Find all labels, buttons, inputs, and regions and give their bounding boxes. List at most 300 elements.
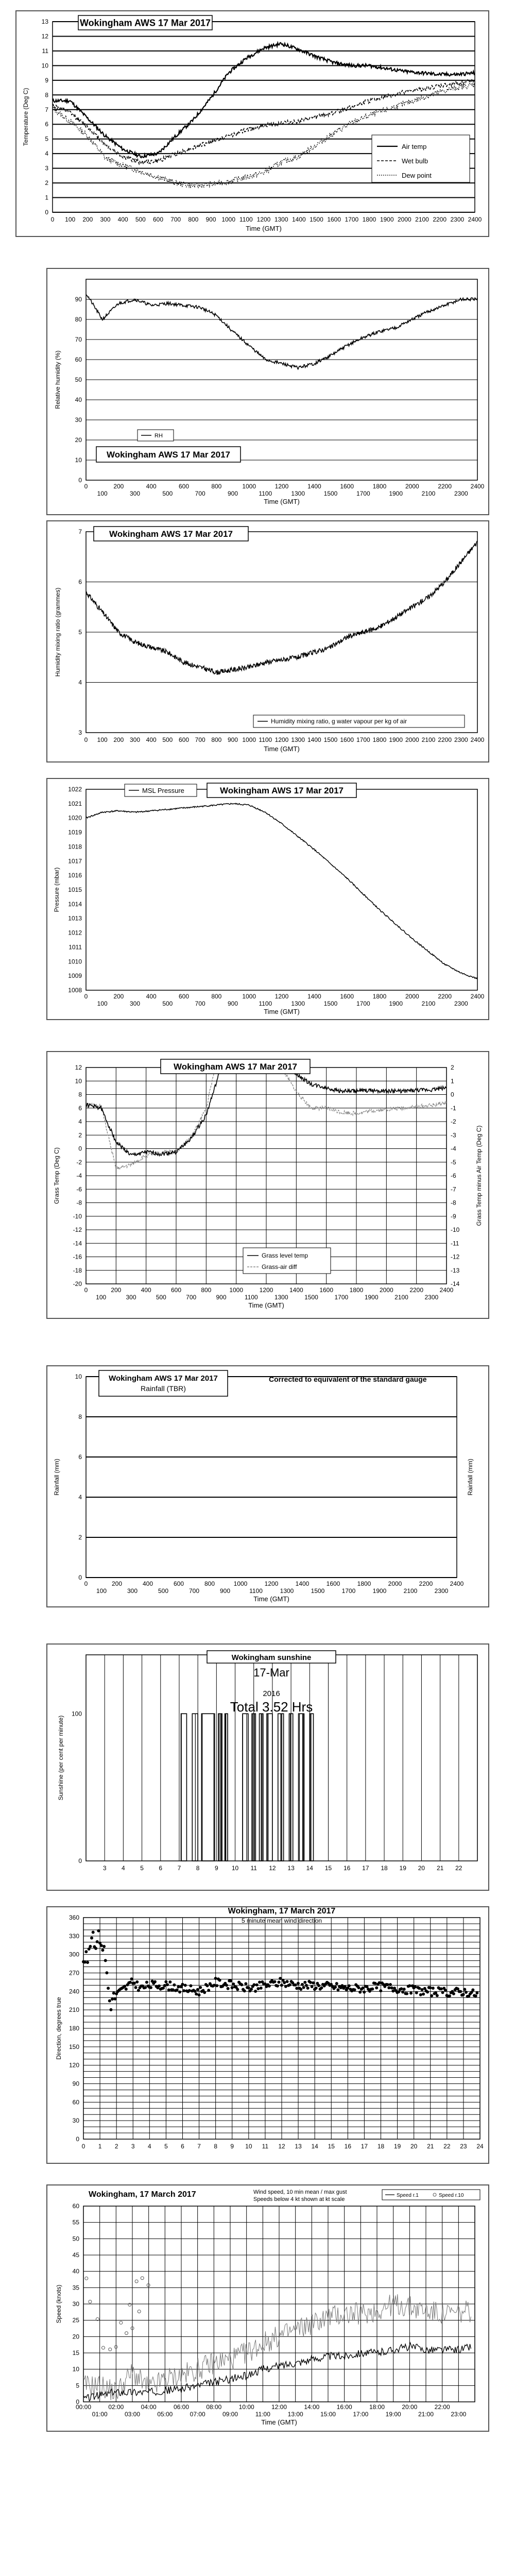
direction-point: [279, 1977, 282, 1980]
x-tick-label-minor: 1100: [259, 1000, 272, 1007]
x-tick-label: 2000: [397, 216, 411, 223]
direction-point: [335, 1982, 338, 1985]
x-tick-label: 600: [173, 1580, 184, 1587]
direction-point: [409, 1992, 413, 1995]
x-tick-label-minor: 700: [186, 1294, 197, 1301]
direction-point: [320, 1986, 323, 1989]
x-tick-label: 19: [393, 2143, 401, 2150]
direction-point: [111, 1997, 114, 2001]
x-tick-label-minor: 500: [158, 1587, 169, 1595]
x-tick-label-minor: 1700: [356, 1000, 370, 1007]
x-tick-label: 800: [211, 736, 222, 743]
x-tick-label: 1800: [372, 993, 387, 1000]
x-tick-label-minor: 1900: [364, 1294, 379, 1301]
direction-point: [400, 1987, 403, 1990]
direction-point: [387, 1986, 390, 1989]
x-tick-label: 700: [170, 216, 181, 223]
y-tick-label: 1: [45, 194, 48, 201]
x-tick-label: 1600: [327, 216, 341, 223]
direction-point: [90, 1937, 93, 1940]
x-tick-label-minor: 2300: [454, 1000, 468, 1007]
x-tick-label: 21: [436, 1865, 444, 1872]
x-tick-label-minor: 900: [216, 1294, 227, 1301]
x-tick-label: 2000: [405, 736, 419, 743]
x-tick-label-minor: 700: [188, 1587, 200, 1595]
x-tick-label: 14: [306, 1865, 313, 1872]
x-tick-label-minor: 900: [219, 1587, 231, 1595]
y-tick-label: 70: [75, 336, 82, 343]
x-tick-label: 13: [295, 2143, 302, 2150]
x-tick-label: 0: [84, 1286, 88, 1294]
direction-point: [167, 1988, 170, 1991]
chart-title: Wokingham sunshine: [231, 1653, 312, 1662]
x-tick-label: 8: [196, 1865, 200, 1872]
x-tick-label: 1000: [242, 993, 256, 1000]
y-axis-label: Pressure (mbar): [53, 867, 60, 912]
direction-point: [258, 1980, 261, 1984]
x-tick-label: 02:00: [108, 2403, 124, 2411]
x-tick-label: 1000: [242, 736, 256, 743]
direction-point: [448, 1994, 451, 1997]
x-axis-label: Time (GMT): [264, 745, 300, 753]
gust-marker: [119, 2321, 123, 2324]
direction-point: [133, 1981, 136, 1985]
x-tick-label: 100: [65, 216, 76, 223]
sunshine-segment: [201, 1714, 214, 1861]
direction-point: [254, 1990, 257, 1993]
x-tick-label: 1700: [345, 216, 359, 223]
series-line-pressure: [86, 803, 477, 979]
y-tick-label: 45: [72, 2251, 79, 2259]
direction-point: [422, 1993, 425, 1996]
x-tick-label: 1800: [372, 483, 387, 490]
direction-point: [284, 1985, 287, 1988]
x-tick-label: 20: [418, 1865, 425, 1872]
direction-point: [94, 1947, 97, 1950]
x-tick-label: 1700: [356, 736, 370, 743]
direction-point: [86, 1961, 89, 1964]
y-tick-label: 1019: [68, 828, 82, 836]
x-tick-label: 2400: [470, 483, 485, 490]
x-tick-label: 1200: [274, 483, 289, 490]
x-tick-label-minor: 1700: [356, 490, 370, 497]
y-tick-label: 1017: [68, 857, 82, 865]
direction-point: [456, 1987, 459, 1990]
x-tick-label-minor: 2300: [454, 490, 468, 497]
x-tick-label: 4: [147, 2143, 151, 2150]
x-tick-label-minor: 2300: [434, 1587, 449, 1595]
x-tick-label-minor: 1300: [280, 1587, 294, 1595]
y-tick-label: -6: [76, 1185, 82, 1193]
gust-marker: [89, 2300, 92, 2303]
x-tick-label: 600: [170, 1286, 182, 1294]
x-tick-label: 800: [211, 483, 222, 490]
wind-speed-chart: [47, 2185, 490, 2433]
direction-point: [97, 1929, 100, 1933]
gust-marker: [109, 2348, 112, 2351]
x-tick-label: 1600: [319, 1286, 334, 1294]
direction-point: [430, 1994, 433, 1997]
x-tick-label: 20: [410, 2143, 418, 2150]
y-tick-label: 0: [78, 1857, 82, 1865]
direction-point: [475, 1991, 478, 1994]
x-tick-label: 2400: [470, 993, 485, 1000]
direction-point: [243, 1989, 246, 1992]
x-tick-label: 6: [181, 2143, 184, 2150]
y-tick-label: 120: [68, 2061, 79, 2069]
x-tick-label: 1000: [233, 1580, 248, 1587]
direction-point: [240, 1983, 243, 1986]
x-tick-label: 9: [230, 2143, 234, 2150]
direction-point: [101, 1948, 104, 1952]
x-tick-label: 10: [231, 1865, 239, 1872]
x-tick-label-minor: 03:00: [124, 2411, 141, 2418]
x-tick-label: 7: [177, 1865, 181, 1872]
x-tick-label: 2200: [438, 736, 452, 743]
x-tick-label: 12: [278, 2143, 285, 2150]
direction-point: [297, 1982, 300, 1985]
direction-point: [182, 1989, 185, 1992]
y-tick-label: 1014: [68, 900, 82, 908]
y2-tick-label: -7: [451, 1185, 456, 1193]
y-tick-label: 20: [72, 2333, 79, 2341]
gust-marker: [138, 2310, 141, 2313]
x-tick-label: 1100: [259, 736, 272, 743]
x-tick-label: 200: [82, 216, 93, 223]
sunshine-segment: [181, 1714, 187, 1861]
y-tick-label: 2: [78, 1534, 82, 1541]
x-tick-label-minor: 100: [97, 1000, 108, 1007]
x-tick-label-minor: 05:00: [157, 2411, 173, 2418]
series-line-mean: [83, 2343, 471, 2401]
direction-point: [389, 1983, 392, 1986]
y-tick-label: 6: [78, 1104, 82, 1112]
x-tick-label: 1800: [349, 1286, 364, 1294]
y-tick-label: -8: [76, 1199, 82, 1207]
y-tick-label: 3: [45, 164, 48, 172]
x-tick-label: 800: [211, 993, 222, 1000]
y-tick-label: 4: [78, 1118, 82, 1125]
x-tick-label: 400: [146, 993, 157, 1000]
x-tick-label: 13: [287, 1865, 295, 1872]
direction-point: [295, 1987, 298, 1990]
direction-point: [227, 1987, 230, 1990]
y2-tick-label: -13: [451, 1266, 460, 1274]
x-tick-label: 0: [84, 1580, 88, 1587]
y2-tick-label: -1: [451, 1104, 456, 1112]
y2-axis-label: Rainfall (mm): [467, 1459, 474, 1496]
pressure-chart: [47, 779, 490, 1021]
direction-point: [83, 1961, 87, 1964]
y-tick-label: 1009: [68, 972, 82, 980]
x-tick-label: 1200: [264, 1580, 279, 1587]
y-tick-label: 1018: [68, 843, 82, 851]
x-tick-label-minor: 1300: [291, 490, 305, 497]
x-tick-label: 21: [427, 2143, 434, 2150]
direction-point: [105, 1971, 108, 1974]
pressure-chart-panel: [46, 778, 489, 1020]
direction-point: [444, 1989, 447, 1992]
x-axis-label: Time (GMT): [253, 1595, 289, 1603]
chart-total: Total 3.52 Hrs: [230, 1699, 313, 1715]
sunshine-chart-panel: [46, 1643, 489, 1891]
direction-point: [440, 1987, 443, 1990]
x-tick-label: 1000: [242, 483, 256, 490]
x-tick-label: 400: [141, 1286, 151, 1294]
y-tick-label: 90: [72, 2080, 79, 2088]
direction-point: [89, 1945, 92, 1948]
direction-point: [268, 1985, 271, 1988]
direction-point: [176, 1989, 179, 1992]
x-tick-label: 23: [460, 2143, 467, 2150]
direction-point: [229, 1979, 232, 1982]
y2-tick-label: 2: [451, 1064, 454, 1071]
x-tick-label: 00:00: [75, 2403, 92, 2411]
y-tick-label: 50: [72, 2235, 79, 2243]
gust-marker: [141, 2277, 144, 2280]
x-tick-label-minor: 23:00: [451, 2411, 467, 2418]
x-tick-label: 22: [455, 1865, 462, 1872]
direction-point: [294, 1984, 297, 1987]
direction-point: [378, 1981, 381, 1985]
y-tick-label: 0: [78, 1145, 82, 1153]
y-tick-label: 10: [72, 2365, 79, 2373]
x-tick-label-minor: 300: [127, 1587, 138, 1595]
x-tick-label-minor: 1300: [291, 1000, 305, 1007]
x-tick-label: 1200: [274, 993, 289, 1000]
x-tick-label: 2200: [419, 1580, 433, 1587]
direction-point: [436, 1994, 439, 1997]
direction-point: [371, 1988, 374, 1991]
x-tick-label: 15: [324, 1865, 332, 1872]
y-tick-label: 1021: [68, 800, 82, 807]
x-tick-label: 1400: [307, 993, 321, 1000]
plot-area: [53, 22, 475, 212]
direction-point: [236, 1988, 239, 1991]
x-tick-label: 22: [443, 2143, 451, 2150]
direction-point: [463, 1988, 466, 1991]
x-tick-label-minor: 700: [195, 1000, 205, 1007]
x-tick-label: 0: [81, 2143, 85, 2150]
x-tick-label: 1300: [274, 216, 288, 223]
y-tick-label: 30: [72, 2300, 79, 2308]
y-tick-label: 10: [75, 1373, 82, 1380]
y2-tick-label: -6: [451, 1172, 456, 1179]
y2-tick-label: -5: [451, 1158, 456, 1166]
y-tick-label: 150: [68, 2043, 79, 2050]
direction-point: [109, 2008, 112, 2011]
direction-point: [134, 1986, 138, 1989]
direction-point: [465, 1991, 468, 1994]
x-tick-label: 0: [50, 216, 55, 223]
chart-title: Wokingham, 17 March 2017: [228, 1907, 336, 1916]
direction-point: [92, 1930, 95, 1934]
x-tick-label-minor: 700: [195, 490, 205, 497]
direction-point: [214, 1977, 217, 1980]
direction-point: [158, 1985, 161, 1988]
chart-subtitle: Rainfall (TBR): [141, 1384, 186, 1393]
x-tick-label-minor: 500: [162, 490, 173, 497]
y-tick-label: 30: [75, 416, 82, 423]
x-tick-label: 1800: [362, 216, 376, 223]
direction-point: [149, 1986, 152, 1989]
y-tick-label: 6: [78, 578, 82, 586]
x-tick-label: 2000: [388, 1580, 402, 1587]
y-tick-label: 7: [78, 528, 82, 535]
x-tick-label: 300: [100, 216, 111, 223]
y-tick-label: 1011: [68, 943, 82, 951]
direction-point: [363, 1991, 366, 1994]
direction-point: [177, 1986, 180, 1989]
grass-temp-chart-panel: [46, 1051, 489, 1319]
direction-point: [299, 1988, 302, 1991]
direction-point: [189, 1984, 192, 1987]
y2-tick-label: -10: [451, 1226, 460, 1233]
x-tick-label: 600: [152, 216, 164, 223]
direction-point: [344, 1985, 347, 1988]
y-tick-label: -4: [76, 1172, 82, 1179]
legend-label: Grass-air diff: [262, 1263, 297, 1270]
x-tick-label-minor: 17:00: [353, 2411, 369, 2418]
x-tick-label: 3: [102, 1865, 107, 1872]
y-tick-label: 300: [68, 1951, 79, 1958]
x-tick-label: 700: [195, 736, 205, 743]
y-tick-label: 5: [78, 629, 82, 636]
y-tick-label: 1010: [68, 958, 82, 965]
temperature-chart-panel: [15, 10, 489, 237]
y-tick-label: -12: [73, 1226, 82, 1233]
direction-point: [305, 1984, 308, 1987]
x-tick-label: 1600: [340, 736, 354, 743]
x-tick-label: 100: [97, 736, 108, 743]
y-axis-label: Sunshine (per cent per minute): [57, 1715, 64, 1801]
x-tick-label-minor: 01:00: [92, 2411, 108, 2418]
direction-point: [273, 1980, 276, 1983]
x-tick-label: 2100: [421, 736, 436, 743]
x-tick-label: 0: [84, 993, 88, 1000]
x-axis-label: Time (GMT): [246, 225, 282, 232]
direction-point: [171, 1988, 175, 1991]
x-tick-label: 1300: [291, 736, 305, 743]
y2-axis-label: Grass Temp minus Air Temp (Deg C): [475, 1125, 483, 1226]
x-tick-label: 1400: [307, 736, 321, 743]
y-axis-label: Humidity mixing ratio (grammes): [54, 587, 61, 677]
x-tick-label: 1000: [221, 216, 236, 223]
x-tick-label: 11: [262, 2143, 269, 2150]
x-tick-label: 04:00: [141, 2403, 157, 2411]
x-tick-label: 600: [178, 483, 190, 490]
y-tick-label: 210: [68, 2006, 79, 2014]
y-tick-label: 35: [72, 2284, 79, 2292]
gust-marker: [135, 2280, 138, 2283]
chart-title: Wokingham AWS 17 Mar 2017: [174, 1061, 297, 1072]
direction-point: [250, 1988, 253, 1991]
direction-point: [432, 1987, 435, 1990]
x-tick-label: 10: [245, 2143, 252, 2150]
direction-point: [163, 1984, 166, 1987]
y-tick-label: 180: [68, 2025, 79, 2032]
y-tick-label: 1013: [68, 914, 82, 922]
gust-marker: [101, 2346, 105, 2349]
direction-point: [375, 1986, 378, 1989]
wind-direction-chart-panel: [46, 1906, 489, 2164]
y-tick-label: 40: [75, 396, 82, 403]
wind-speed-chart-panel: [46, 2184, 489, 2432]
y-tick-label: 8: [78, 1413, 82, 1420]
direction-point: [256, 1987, 260, 1990]
x-tick-label: 2200: [438, 993, 452, 1000]
y2-tick-label: -11: [451, 1240, 459, 1247]
direction-point: [288, 1983, 291, 1986]
x-tick-label-minor: 100: [96, 1587, 107, 1595]
x-tick-label: 1400: [289, 1286, 303, 1294]
direction-point: [130, 1977, 133, 1980]
x-tick-label: 5: [140, 1865, 144, 1872]
y-axis-label: Grass Temp (Deg C): [53, 1147, 60, 1204]
x-tick-label: 14:00: [304, 2403, 320, 2411]
direction-point: [315, 1987, 318, 1990]
x-axis-label: Time (GMT): [261, 2418, 297, 2426]
direction-point: [408, 1984, 411, 1987]
y-tick-label: -14: [73, 1240, 82, 1247]
legend-label: Wet bulb: [402, 157, 428, 165]
x-tick-label: 2000: [379, 1286, 393, 1294]
y-tick-label: 13: [41, 18, 48, 25]
x-tick-label-minor: 13:00: [287, 2411, 303, 2418]
x-tick-label-minor: 15:00: [320, 2411, 336, 2418]
y-tick-label: 100: [71, 1710, 82, 1718]
chart-title: Wokingham AWS 17 Mar 2017: [220, 785, 344, 795]
y-tick-label: 10: [75, 1077, 82, 1085]
y-tick-label: 90: [75, 296, 82, 303]
humidity-chart-panel: [46, 268, 489, 515]
x-tick-label: 12: [269, 1865, 276, 1872]
direction-point: [100, 1944, 103, 1947]
y-axis-label: Relative humidity (%): [54, 350, 61, 409]
direction-point: [166, 1983, 169, 1986]
chart-title: Wokingham AWS 17 Mar 2017: [109, 529, 233, 539]
x-tick-label-minor: 2100: [394, 1294, 408, 1301]
y-tick-label: 8: [45, 91, 48, 99]
y-tick-label: 360: [68, 1914, 79, 1921]
x-tick-label: 2000: [405, 483, 419, 490]
direction-point: [390, 1986, 393, 1989]
x-tick-label: 24: [476, 2143, 484, 2150]
direction-point: [415, 1991, 418, 1994]
mixing-ratio-chart: [47, 521, 490, 764]
direction-point: [244, 1982, 247, 1985]
y-tick-label: 9: [45, 76, 48, 84]
direction-point: [474, 1994, 477, 1997]
y-tick-label: 12: [75, 1064, 82, 1071]
y-tick-label: 2: [78, 1131, 82, 1139]
direction-point: [232, 1982, 235, 1986]
direction-point: [104, 1959, 107, 1962]
direction-point: [336, 1988, 339, 1991]
direction-point: [164, 1980, 167, 1984]
y-tick-label: -18: [73, 1266, 82, 1274]
direction-point: [306, 1987, 310, 1990]
direction-point: [426, 1991, 429, 1994]
x-tick-label: 200: [113, 736, 124, 743]
x-tick-label: 12:00: [271, 2403, 287, 2411]
x-tick-label: 2300: [450, 216, 465, 223]
y-tick-label: 1022: [68, 786, 82, 793]
x-tick-label-minor: 2100: [421, 1000, 436, 1007]
direction-point: [428, 1986, 432, 1989]
direction-point: [386, 1983, 389, 1986]
y-tick-label: 60: [72, 2202, 79, 2210]
